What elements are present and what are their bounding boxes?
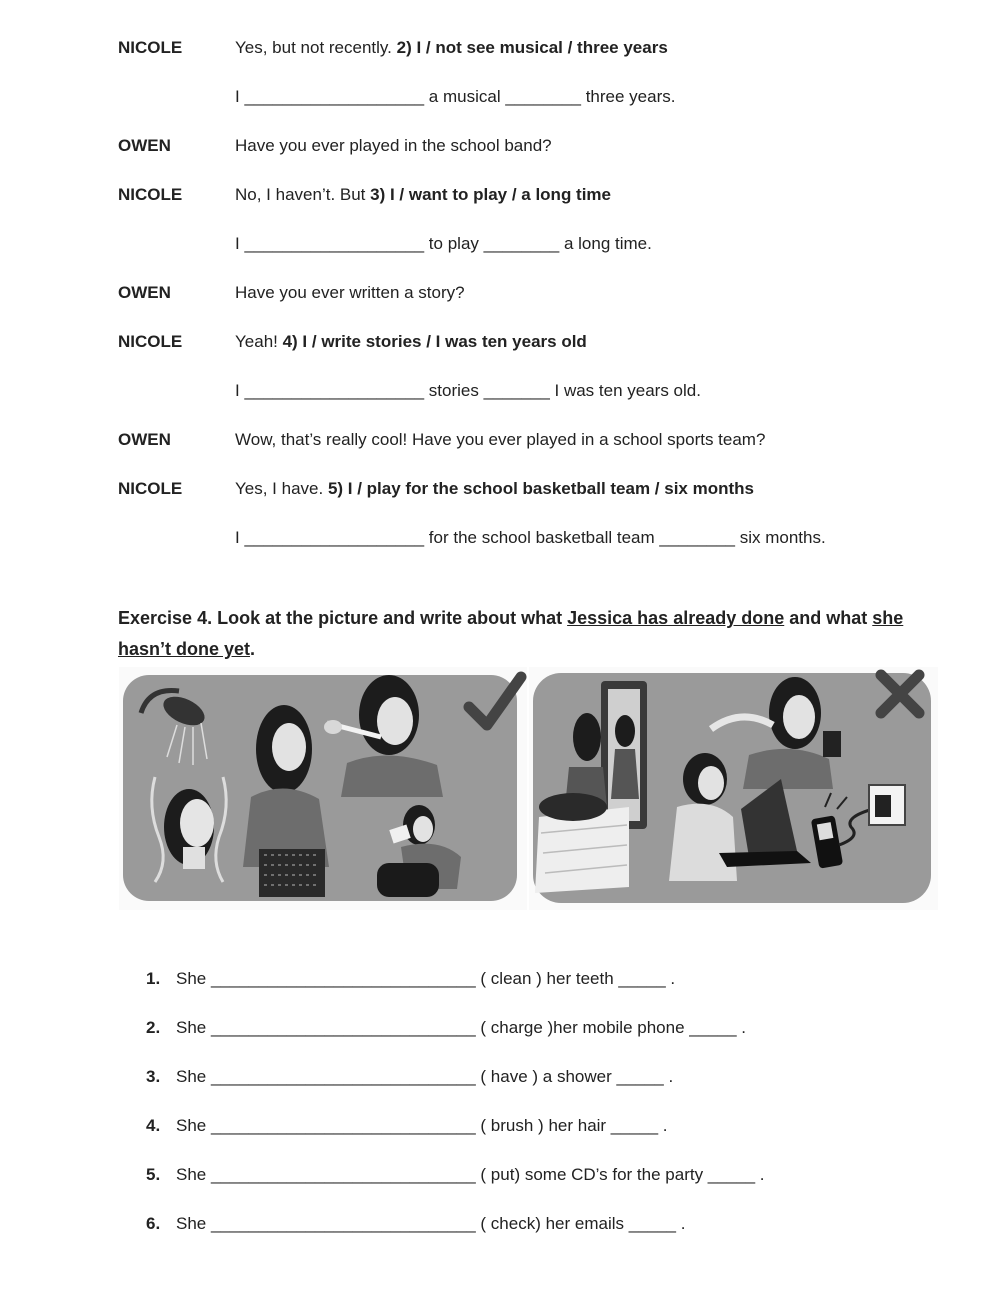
heading-part: . (250, 639, 256, 659)
heading-part: and what (784, 608, 873, 628)
speaker-name: NICOLE (118, 38, 183, 57)
question-number: 2. (146, 1018, 161, 1037)
speaker-name: OWEN (118, 283, 171, 302)
dialogue-plain: No, I haven’t. But (235, 185, 371, 204)
dialogue-plain: Wow, that’s really cool! Have you ever played in a school sports team? (235, 430, 766, 449)
dialogue-text (235, 476, 754, 502)
not-done-picture (529, 667, 938, 910)
done-picture (119, 667, 527, 910)
dialogue-line (0, 35, 1000, 61)
dialogue-line (0, 280, 1000, 306)
question-number: 4. (146, 1116, 161, 1135)
speaker-name: NICOLE (118, 479, 183, 498)
question-item (0, 966, 1000, 992)
dialogue-plain: I ___________________ to play ________ a long time. (235, 234, 652, 253)
question-item (0, 1064, 1000, 1090)
dialogue-plain: I ___________________ a musical ________ three years. (235, 87, 676, 106)
dialogue-line (0, 329, 1000, 355)
heading-underlined: Jessica has already done (567, 608, 785, 628)
dialogue-plain: Yeah! (235, 332, 283, 351)
dialogue-text (235, 182, 611, 208)
dialogue-prompt: 3) I / want to play / a long time (370, 185, 612, 204)
dialogue-text (235, 133, 552, 159)
question-number: 1. (146, 969, 161, 988)
dialogue-prompt: 5) I / play for the school basketball team / six months (327, 479, 754, 498)
dialogue-text (235, 280, 465, 306)
question-item (0, 1015, 1000, 1041)
question-item (0, 1211, 1000, 1237)
question-text: She ____________________________ ( clean ) her teeth _____ . (176, 969, 676, 988)
dialogue-text (235, 427, 765, 453)
question-number: 6. (146, 1214, 161, 1233)
dialogue-text (235, 231, 652, 257)
heading-part: Exercise 4. Look at the picture and write about what (118, 608, 568, 628)
dialogue-text (235, 329, 587, 355)
dialogue-text (235, 84, 675, 110)
charger-plug-icon (869, 785, 905, 825)
dialogue-plain: I ___________________ stories _______ I was ten years old. (235, 381, 701, 400)
dialogue-plain: Have you ever written a story? (235, 283, 465, 302)
question-text: She ____________________________ ( check) her emails _____ . (176, 1214, 686, 1233)
question-text: She ____________________________ ( put) some CD’s for the party _____ . (176, 1165, 765, 1184)
dialogue-line (0, 427, 1000, 453)
answer-line (0, 525, 1000, 551)
question-item (0, 1162, 1000, 1188)
answer-line (0, 84, 1000, 110)
speaker-name: OWEN (118, 136, 171, 155)
speaker-name: OWEN (118, 430, 171, 449)
dialogue-prompt: 4) I / write stories / I was ten years old (282, 332, 587, 351)
dialogue-text (235, 525, 826, 551)
question-item (0, 1113, 1000, 1139)
question-number: 5. (146, 1165, 161, 1184)
dialogue-prompt: 2) I / not see musical / three years (396, 38, 668, 57)
question-number: 3. (146, 1067, 161, 1086)
dialogue-plain: I ___________________ for the school basketball team ________ six months. (235, 528, 826, 547)
speaker-name: NICOLE (118, 185, 183, 204)
question-text: She ____________________________ ( brush ) her hair _____ . (176, 1116, 668, 1135)
question-text: She ____________________________ ( have ) a shower _____ . (176, 1067, 674, 1086)
dialogue-line (0, 182, 1000, 208)
dialogue-line (0, 133, 1000, 159)
dialogue-text (235, 35, 668, 61)
dialogue-plain: Yes, I have. (235, 479, 328, 498)
question-text: She ____________________________ ( charge )her mobile phone _____ . (176, 1018, 746, 1037)
dialogue-text (235, 378, 701, 404)
answer-line (0, 378, 1000, 404)
dialogue-plain: Yes, but not recently. (235, 38, 397, 57)
exercise-heading (118, 603, 918, 665)
answer-line (0, 231, 1000, 257)
dialogue-plain: Have you ever played in the school band? (235, 136, 552, 155)
dialogue-line (0, 476, 1000, 502)
mirror-icon (601, 681, 647, 829)
heading-underlined: she hasn’t done yet (118, 608, 904, 659)
speaker-name: NICOLE (118, 332, 183, 351)
